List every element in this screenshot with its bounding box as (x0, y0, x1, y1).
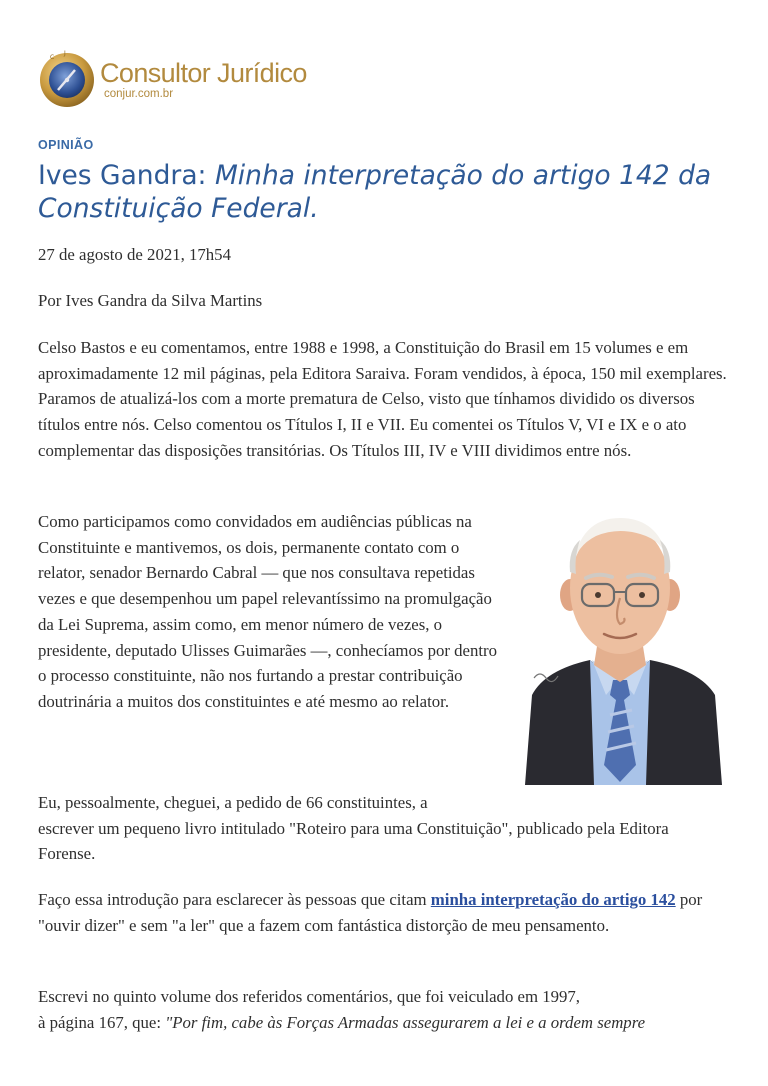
paragraph-3-rest: escrever um pequeno livro intitulado "Roteiro para uma Constituição", publicado pela Editora Forense. (38, 818, 669, 864)
section-label[interactable]: OPINIÃO (38, 138, 94, 152)
author-caricature (520, 510, 725, 785)
publish-date: 27 de agosto de 2021, 17h54 (38, 245, 231, 264)
logo-subtitle: conjur.com.br (104, 88, 174, 100)
article-142-link[interactable]: minha interpretação do artigo 142 (430, 890, 676, 909)
title-author: Ives Gandra: (38, 160, 207, 191)
paragraph-5-line-1: Escrevi no quinto volume dos referidos comentários, que foi veiculado em 1997, (38, 987, 580, 1006)
logo-title: Consultor Jurídico (100, 58, 307, 88)
paragraph-5 (38, 984, 730, 1035)
globe-logo-icon (38, 50, 96, 108)
byline: Por Ives Gandra da Silva Martins (38, 291, 263, 310)
paragraph-5-quote: "Por fim, cabe às Forças Armadas assegurarem a lei e a ordem sempre (165, 1012, 646, 1032)
paragraph-3 (38, 790, 730, 867)
paragraph-2: Como participamos como convidados em audiências públicas na Constituinte e mantivemos, os dois, permanente contato com o relator, senador Bernardo Cabral — que nos consultava repetidas vezes e que desempenhou um papel relevantíssimo na promulgação da Lei Suprema, assim como, em menor número de vezes, o presidente, deputado Ulisses Guimarães —, conhecíamos por dentro o processo constituinte, não nos furtando a prestar contribuição doutrinária a muitos dos constituintes e até mesmo ao relator. (38, 512, 498, 711)
paragraph-4-before: Faço essa introdução para esclarecer às pessoas que citam (38, 890, 431, 909)
paragraph-5-line-2: à página 167, que: (38, 1012, 166, 1032)
svg-text:C: C (50, 54, 55, 61)
svg-text:J: J (64, 50, 66, 57)
article-title (38, 159, 738, 225)
paragraph-4 (38, 887, 730, 938)
paragraph-4-after: por "ouvir dizer" e sem "a ler" que a fazem com fantástica distorção de meu pensamento. (38, 890, 703, 935)
title-main: Minha interpretação do artigo 142 da Constituição Federal. (38, 160, 712, 224)
paragraph-1: Celso Bastos e eu comentamos, entre 1988 e 1998, a Constituição do Brasil em 15 volumes e em aproximadamente 12 mil páginas, pela Editora Saraiva. Foram vendidos, à época, 150 mil exemplares. Paramos de atualizá-los com a morte prematura de Celso, visto que tínhamos dividido os diversos títulos entre nós. Celso comentou os Títulos I, II e VII. Eu comentei os Títulos V, VI e IX e o ato complementar das disposições transitórias. Os Títulos III, IV e VIII dividimos entre nós. (38, 338, 727, 460)
site-logo[interactable] (38, 50, 338, 112)
paragraph-3-line-1: Eu, pessoalmente, cheguei, a pedido de 66 constituintes, a (38, 793, 428, 812)
